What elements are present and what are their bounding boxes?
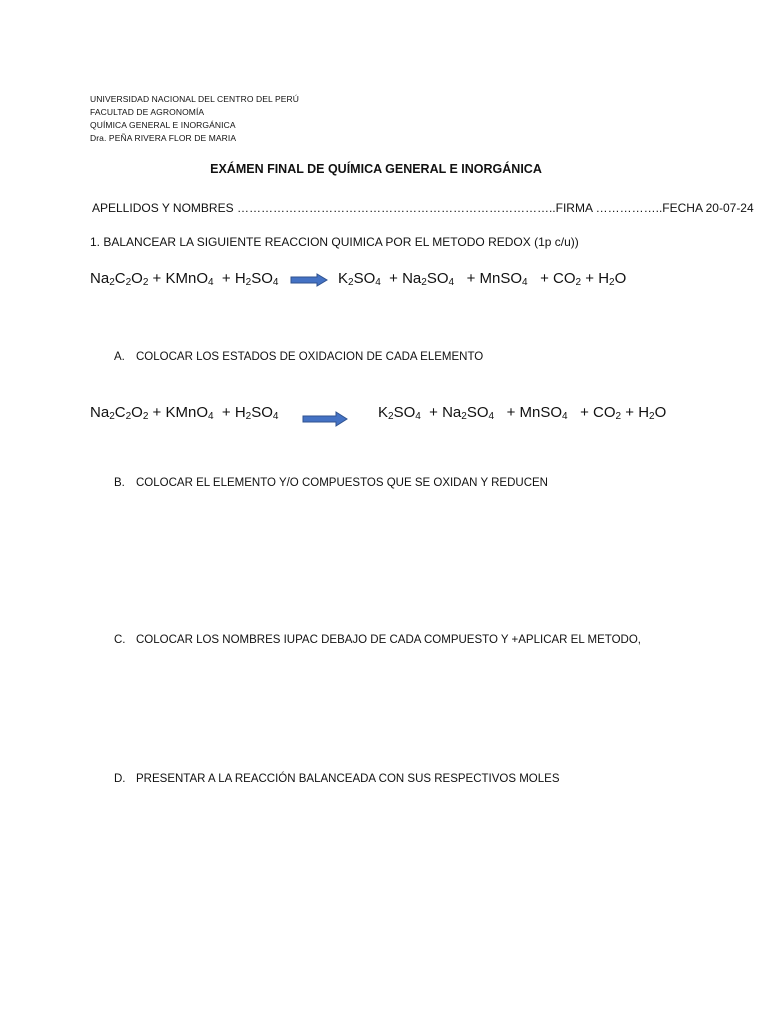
university-name: UNIVERSIDAD NACIONAL DEL CENTRO DEL PERÚ xyxy=(90,94,299,104)
subitem-text: COLOCAR LOS NOMBRES IUPAC DEBAJO DE CADA COMPUESTO Y +APLICAR EL METODO, xyxy=(136,634,641,646)
equation-2-reactants: $Na_2C_2O_2$ + KMnO$_4$ + $H_2SO_4$ xyxy=(90,404,279,422)
subitem-letter: D. xyxy=(114,773,126,785)
subitem-a xyxy=(114,351,483,363)
subitem-text: PRESENTAR A LA REACCIÓN BALANCEADA CON SUS RESPECTIVOS MOLES xyxy=(136,773,560,785)
course-name: QUÍMICA GENERAL E INORGÁNICA xyxy=(90,120,236,130)
reaction-arrow-icon xyxy=(302,411,348,427)
subitem-c xyxy=(114,634,641,646)
faculty-name: FACULTAD DE AGRONOMÍA xyxy=(90,107,205,117)
subitem-text: COLOCAR LOS ESTADOS DE OXIDACION DE CADA ELEMENTO xyxy=(136,351,484,363)
student-info-line: APELLIDOS Y NOMBRES ……………………………………………………………………..FIRMA ……………..FECHA 20-07-24 xyxy=(92,201,754,215)
question-1: 1. BALANCEAR LA SIGUIENTE REACCION QUIMICA POR EL METODO REDOX (1p c/u)) xyxy=(90,235,579,249)
professor-name: Dra. PEÑA RIVERA FLOR DE MARIA xyxy=(90,133,237,143)
subitem-letter: B. xyxy=(114,477,125,489)
subitem-b xyxy=(114,477,548,489)
reaction-arrow-icon xyxy=(290,273,328,287)
equation-2-products: $K_2SO_4 + Na_2SO_4$ + MnSO$_4$ + $CO_2 + H_2O$ xyxy=(378,404,667,422)
subitem-text: COLOCAR EL ELEMENTO Y/O COMPUESTOS QUE SE OXIDAN Y REDUCEN xyxy=(136,477,548,489)
equation-1-products: $K_2SO_4 + Na_2SO_4$ + MnSO$_4$ + $CO_2 + H_2O$ xyxy=(338,270,627,288)
exam-title: EXÁMEN FINAL DE QUÍMICA GENERAL E INORGÁNICA xyxy=(210,162,542,176)
subitem-letter: A. xyxy=(114,351,125,363)
subitem-d xyxy=(114,773,560,785)
equation-1-reactants: $Na_2C_2O_2$ + KMnO$_4$ + $H_2SO_4$ xyxy=(90,270,279,288)
subitem-letter: C. xyxy=(114,634,126,646)
